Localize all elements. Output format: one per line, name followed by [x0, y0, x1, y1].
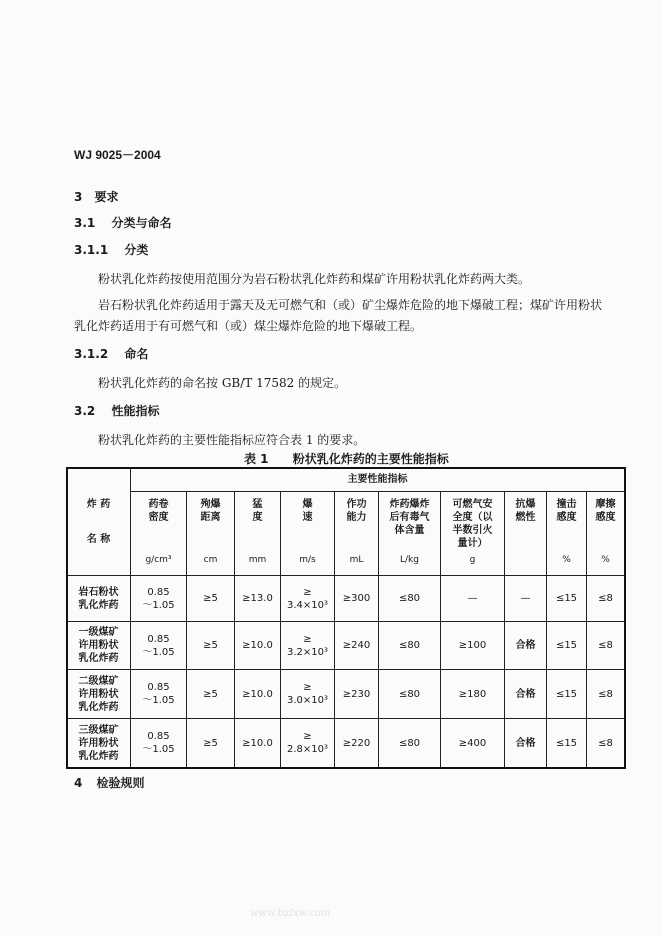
hdr-line: 作功 — [346, 499, 367, 510]
section-3-1-1-heading — [74, 241, 148, 258]
col-header-toxic-gas — [379, 492, 441, 576]
cell-antiflame: — — [505, 576, 547, 622]
val: ～1.05 — [142, 695, 175, 706]
cell-density — [131, 576, 187, 622]
cell-gap: ≥5 — [187, 670, 235, 719]
paragraph-usage-line2: 乳化炸药适用于有可燃气和（或）煤尘爆炸危险的地下爆破工程。 — [74, 319, 423, 333]
cell-gap: ≥5 — [187, 719, 235, 768]
val: ≥ — [303, 731, 312, 742]
cell-velocity — [281, 719, 335, 768]
cell-gas-safety: — — [441, 576, 505, 622]
hdr-line: 全度（以 — [452, 512, 493, 523]
cell-brisance: ≥10.0 — [235, 719, 281, 768]
cell-toxic: ≤80 — [379, 576, 441, 622]
name-line: 岩石粉状 — [78, 586, 119, 598]
name-line: 许用粉状 — [78, 640, 119, 651]
section-title: 要求 — [94, 190, 119, 204]
col-header-work — [335, 492, 379, 576]
hdr-line: 猛 — [252, 499, 263, 510]
row-name — [67, 719, 131, 768]
cell-density — [131, 670, 187, 719]
section-number: 3.1 — [74, 216, 96, 230]
col-header-antiflame — [505, 492, 547, 576]
row-name — [67, 576, 131, 622]
hdr-line: 爆 — [302, 499, 313, 510]
name-line: 三级煤矿 — [78, 724, 119, 736]
val: 0.85 — [147, 731, 170, 742]
section-title: 分类 — [124, 243, 149, 257]
name-line: 一级煤矿 — [78, 627, 119, 638]
cell-antiflame: 合格 — [505, 622, 547, 670]
cell-gap: ≥5 — [187, 576, 235, 622]
section-number: 3 — [74, 190, 83, 204]
hdr-unit: g/cm³ — [145, 555, 172, 565]
cell-toxic: ≤80 — [379, 719, 441, 768]
cell-velocity — [281, 576, 335, 622]
val: ～1.05 — [142, 599, 175, 611]
col-header-impact — [547, 492, 587, 576]
col-header-brisance — [235, 492, 281, 576]
cell-antiflame: 合格 — [505, 670, 547, 719]
hdr-unit: g — [469, 555, 476, 565]
cell-toxic: ≤80 — [379, 622, 441, 670]
cell-velocity — [281, 622, 335, 670]
section-number: 4 — [74, 776, 83, 790]
group-header: 主要性能指标 — [131, 468, 625, 492]
corner-bottom: 名 称 — [86, 533, 111, 545]
performance-table — [66, 467, 625, 768]
section-3-2-heading — [74, 402, 159, 419]
cell-gas-safety: ≥180 — [441, 670, 505, 719]
col-header-velocity — [281, 492, 335, 576]
hdr-unit: m/s — [299, 555, 316, 565]
table-caption — [244, 450, 449, 467]
paragraph-performance: 粉状乳化炸药的主要性能指标应符合表 1 的要求。 — [98, 433, 366, 447]
hdr-line: 炸药爆炸 — [389, 499, 430, 510]
paragraph-usage-line1: 岩石粉状乳化炸药适用于露天及无可燃气和（或）矿尘爆炸危险的地下爆破工程；煤矿许用粉状 — [98, 298, 603, 312]
hdr-line: 密度 — [148, 512, 169, 523]
cell-impact: ≤15 — [547, 670, 587, 719]
table-row — [67, 670, 625, 719]
table-row — [67, 719, 625, 768]
name-line: 二级煤矿 — [78, 675, 119, 687]
row-name — [67, 670, 131, 719]
cell-gas-safety: ≥100 — [441, 622, 505, 670]
col-header-gap — [187, 492, 235, 576]
hdr-line: 体含量 — [394, 525, 425, 536]
hdr-line: 抗爆 — [515, 499, 536, 510]
cell-gap: ≥5 — [187, 622, 235, 670]
cell-brisance: ≥10.0 — [235, 670, 281, 719]
section-3-1-2-heading — [74, 345, 148, 362]
hdr-line: 感度 — [556, 512, 577, 523]
cell-impact: ≤15 — [547, 719, 587, 768]
column-header-row — [67, 492, 625, 576]
col-header-density — [131, 492, 187, 576]
cell-impact: ≤15 — [547, 622, 587, 670]
hdr-line: 可燃气安 — [452, 499, 493, 510]
cell-density — [131, 719, 187, 768]
table-row — [67, 622, 625, 670]
section-title: 检验规则 — [96, 776, 145, 790]
section-4-heading — [74, 774, 145, 791]
cell-brisance: ≥10.0 — [235, 622, 281, 670]
hdr-line: 后有毒气 — [389, 512, 430, 523]
cell-density — [131, 622, 187, 670]
name-line: 乳化炸药 — [78, 653, 119, 664]
hdr-unit: L/kg — [400, 555, 419, 565]
hdr-line: 摩擦 — [595, 499, 616, 510]
val: ～1.05 — [142, 646, 175, 658]
val: ≥ — [303, 633, 312, 645]
val: ～1.05 — [142, 744, 175, 755]
name-line: 许用粉状 — [78, 688, 119, 700]
cell-work: ≥240 — [335, 622, 379, 670]
cell-toxic: ≤80 — [379, 670, 441, 719]
section-title: 分类与命名 — [111, 216, 172, 230]
hdr-line: 速 — [302, 512, 313, 523]
cell-impact: ≤15 — [547, 576, 587, 622]
hdr-line: 量计） — [457, 538, 488, 549]
val: ≥ — [303, 586, 312, 598]
val: 0.85 — [147, 633, 170, 645]
table-caption-number: 表 1 — [244, 452, 269, 466]
hdr-line: 殉爆 — [200, 499, 221, 510]
name-line: 乳化炸药 — [78, 701, 119, 713]
hdr-line: 距离 — [200, 512, 221, 523]
paragraph-naming: 粉状乳化炸药的命名按 GB/T 17582 的规定。 — [98, 376, 347, 390]
val: 3.0×10³ — [286, 695, 328, 706]
hdr-unit: cm — [203, 555, 218, 565]
val: 0.85 — [147, 586, 170, 598]
cell-antiflame: 合格 — [505, 719, 547, 768]
section-title: 命名 — [124, 347, 149, 361]
paragraph-classification: 粉状乳化炸药按使用范围分为岩石粉状乳化炸药和煤矿许用粉状乳化炸药两大类。 — [98, 272, 531, 286]
name-line: 乳化炸药 — [78, 599, 119, 611]
cell-brisance: ≥13.0 — [235, 576, 281, 622]
hdr-unit: mm — [248, 555, 267, 565]
val: ≥ — [303, 682, 312, 693]
hdr-unit: % — [601, 555, 610, 565]
cell-friction: ≤8 — [587, 719, 625, 768]
section-3-heading — [74, 188, 119, 205]
cell-work: ≥220 — [335, 719, 379, 768]
standard-number: WJ 9025－2004 — [74, 148, 161, 162]
name-line: 许用粉状 — [78, 737, 119, 749]
hdr-line: 撞击 — [556, 499, 577, 510]
hdr-unit: % — [562, 555, 571, 565]
cell-friction: ≤8 — [587, 576, 625, 622]
cell-gas-safety: ≥400 — [441, 719, 505, 768]
hdr-line: 燃性 — [515, 512, 536, 523]
cell-friction: ≤8 — [587, 622, 625, 670]
table-corner-header — [67, 468, 131, 576]
val: 3.4×10³ — [286, 599, 328, 611]
hdr-line: 药卷 — [148, 499, 169, 510]
val: 2.8×10³ — [286, 744, 328, 755]
section-number: 3.1.1 — [74, 243, 109, 257]
cell-work: ≥230 — [335, 670, 379, 719]
col-header-gas-safety — [441, 492, 505, 576]
corner-top: 炸 药 — [86, 498, 111, 510]
val: 3.2×10³ — [286, 646, 328, 658]
watermark: www.bzfxw.com — [250, 908, 331, 919]
section-3-1-heading — [74, 214, 171, 231]
section-title: 性能指标 — [111, 404, 160, 418]
hdr-line: 能力 — [346, 512, 367, 523]
hdr-unit: mL — [349, 555, 364, 565]
table-caption-title: 粉状乳化炸药的主要性能指标 — [292, 452, 449, 466]
hdr-line: 感度 — [595, 512, 616, 523]
val: 0.85 — [147, 682, 170, 693]
col-header-friction — [587, 492, 625, 576]
section-number: 3.1.2 — [74, 347, 109, 361]
name-line: 乳化炸药 — [78, 750, 119, 762]
cell-velocity — [281, 670, 335, 719]
hdr-line: 度 — [252, 512, 263, 523]
section-number: 3.2 — [74, 404, 96, 418]
table-row — [67, 576, 625, 622]
cell-work: ≥300 — [335, 576, 379, 622]
row-name — [67, 622, 131, 670]
cell-friction: ≤8 — [587, 670, 625, 719]
hdr-line: 半数引火 — [452, 525, 493, 536]
